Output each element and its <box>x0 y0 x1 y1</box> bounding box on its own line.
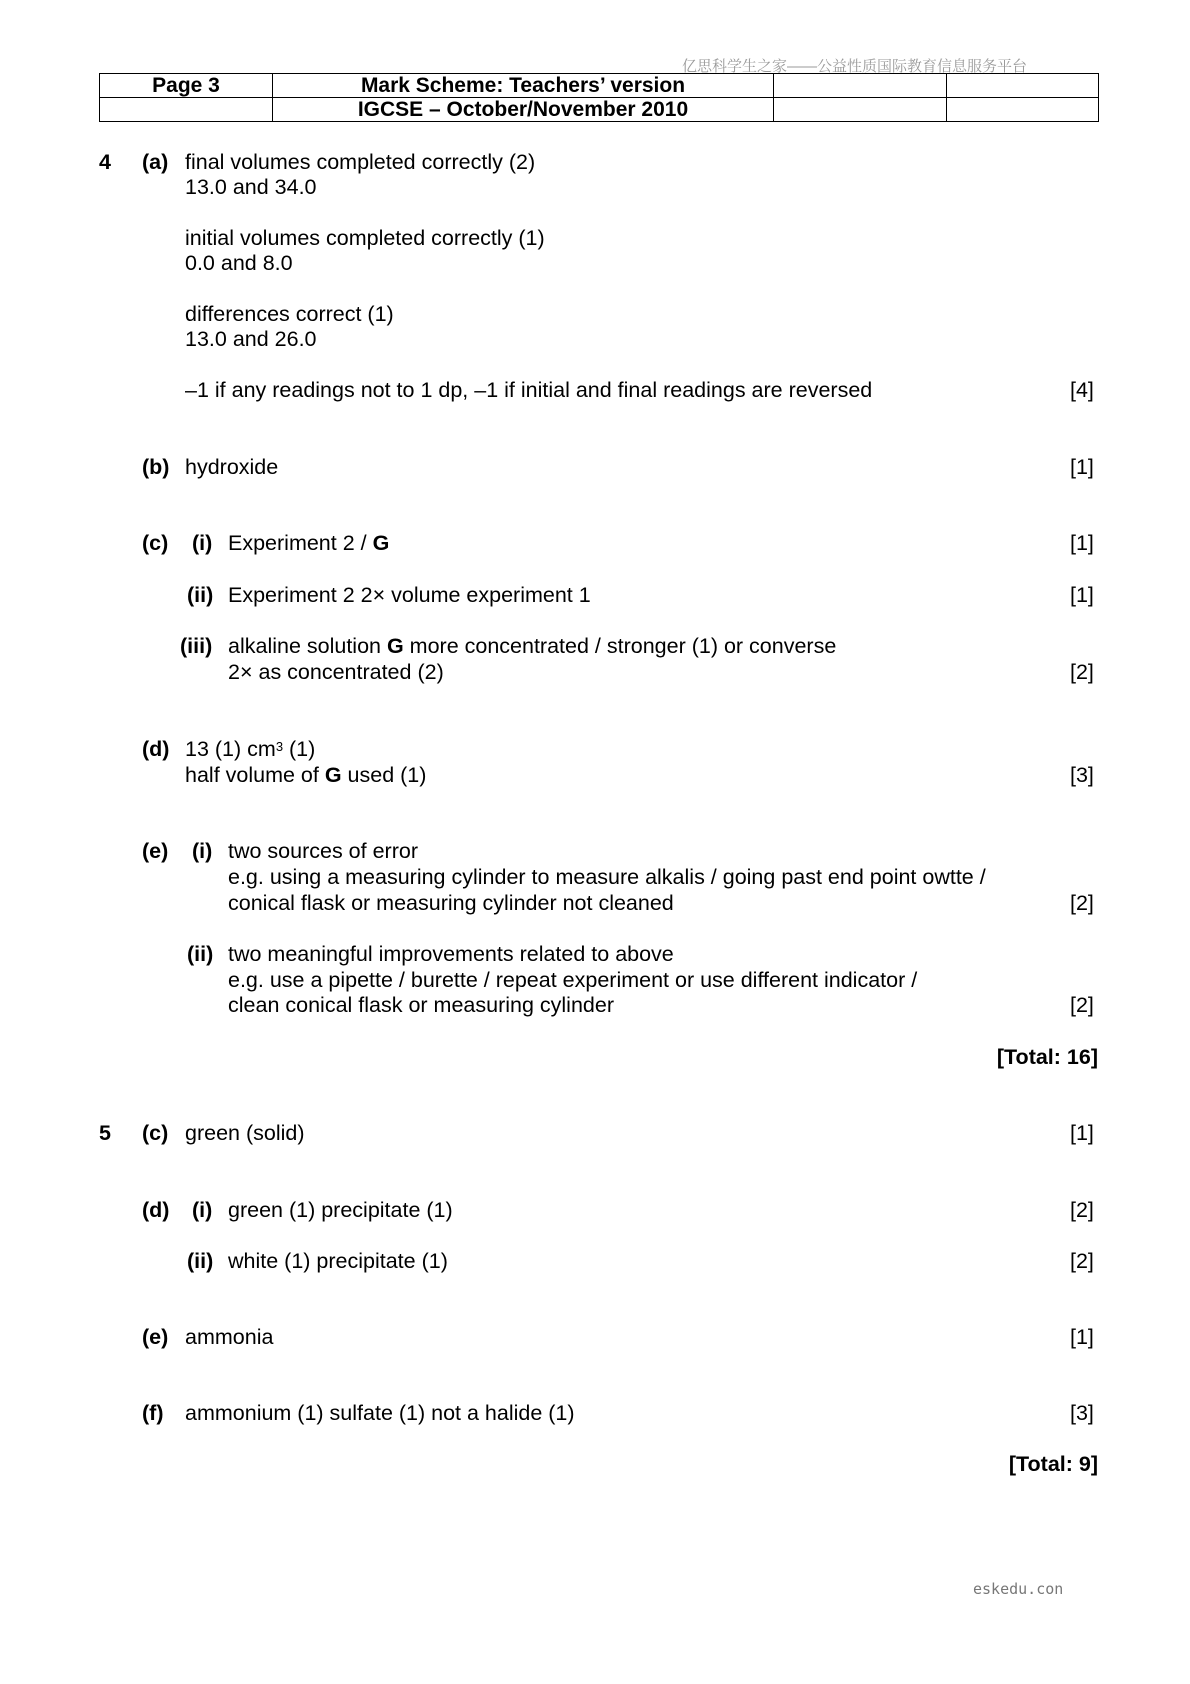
answer-line: initial volumes completed correctly (1) <box>185 226 545 250</box>
subpart-label: (ii) <box>187 1249 214 1273</box>
mark: [2] <box>1070 1249 1094 1273</box>
answer-line: hydroxide <box>185 455 279 479</box>
question-number: 4 <box>99 150 111 174</box>
part-label: (a) <box>142 150 169 174</box>
total-mark: [Total: 16] <box>996 1045 1098 1069</box>
answer-line: half volume of G used (1) <box>185 763 427 787</box>
mark: [1] <box>1070 583 1094 607</box>
part-label: (b) <box>142 455 170 479</box>
mark: [3] <box>1070 763 1094 787</box>
answer-line: final volumes completed correctly (2) <box>185 150 536 174</box>
answer-line: white (1) precipitate (1) <box>228 1249 448 1273</box>
part-label: (c) <box>142 531 169 555</box>
subpart-label: (i) <box>192 531 213 555</box>
answer-line: alkaline solution G more concentrated / stronger (1) or converse <box>228 634 837 658</box>
answer-line: Experiment 2 / G <box>228 531 390 555</box>
answer-line: –1 if any readings not to 1 dp, –1 if initial and final readings are reversed <box>185 378 873 402</box>
part-label: (e) <box>142 839 169 863</box>
answer-line: e.g. using a measuring cylinder to measure alkalis / going past end point owtte / <box>228 865 986 889</box>
answer-line: differences correct (1) <box>185 302 394 326</box>
header-cell-blank <box>947 74 1099 98</box>
answer-line: 13.0 and 34.0 <box>185 175 317 199</box>
header-cell-blank <box>100 98 273 122</box>
header-title: Mark Scheme: Teachers’ version <box>273 74 774 98</box>
mark: [1] <box>1070 455 1094 479</box>
answer-line: 13 (1) $cm^3$ (1) <box>185 737 316 761</box>
watermark-top: 亿思科学生之家——公益性质国际教育信息服务平台 <box>682 58 1028 75</box>
question-number: 5 <box>99 1121 111 1145</box>
answer-line: 13.0 and 26.0 <box>185 327 317 351</box>
answer-line: green (1) precipitate (1) <box>228 1198 453 1222</box>
subpart-label: (i) <box>192 839 213 863</box>
answer-line: ammonium (1) sulfate (1) not a halide (1) <box>185 1401 575 1425</box>
subpart-label: (i) <box>192 1198 213 1222</box>
answer-line: two sources of error <box>228 839 418 863</box>
mark: [1] <box>1070 1325 1094 1349</box>
header-subtitle: IGCSE – October/November 2010 <box>273 98 774 122</box>
mark: [2] <box>1070 891 1094 915</box>
page-number: Page 3 <box>100 74 273 98</box>
subpart-label: (iii) <box>180 634 213 658</box>
answer-line: clean conical flask or measuring cylinder <box>228 993 614 1017</box>
part-label: (c) <box>142 1121 169 1145</box>
answer-line: 2× as concentrated (2) <box>228 660 444 684</box>
mark: [1] <box>1070 531 1094 555</box>
answer-line: 0.0 and 8.0 <box>185 251 293 275</box>
header-cell-blank <box>947 98 1099 122</box>
part-label: (d) <box>142 737 170 761</box>
answer-line: Experiment 2 2× volume experiment 1 <box>228 583 591 607</box>
part-label: (f) <box>142 1401 164 1425</box>
answer-line: conical flask or measuring cylinder not cleaned <box>228 891 674 915</box>
mark: [1] <box>1070 1121 1094 1145</box>
mark: [4] <box>1070 378 1094 402</box>
footer-watermark: eskedu.con <box>973 1580 1064 1598</box>
part-label: (d) <box>142 1198 170 1222</box>
answer-line: two meaningful improvements related to above <box>228 942 674 966</box>
header-cell-blank <box>774 98 947 122</box>
total-mark: [Total: 9] <box>1008 1452 1098 1476</box>
mark: [2] <box>1070 1198 1094 1222</box>
mark: [2] <box>1070 993 1094 1017</box>
mark: [2] <box>1070 660 1094 684</box>
subpart-label: (ii) <box>187 942 214 966</box>
answer-line: ammonia <box>185 1325 274 1349</box>
header-cell-blank <box>774 74 947 98</box>
part-label: (e) <box>142 1325 169 1349</box>
subpart-label: (ii) <box>187 583 214 607</box>
header-table <box>99 73 1099 122</box>
answer-line: green (solid) <box>185 1121 305 1145</box>
mark: [3] <box>1070 1401 1094 1425</box>
answer-line: e.g. use a pipette / burette / repeat experiment or use different indicator / <box>228 968 918 992</box>
